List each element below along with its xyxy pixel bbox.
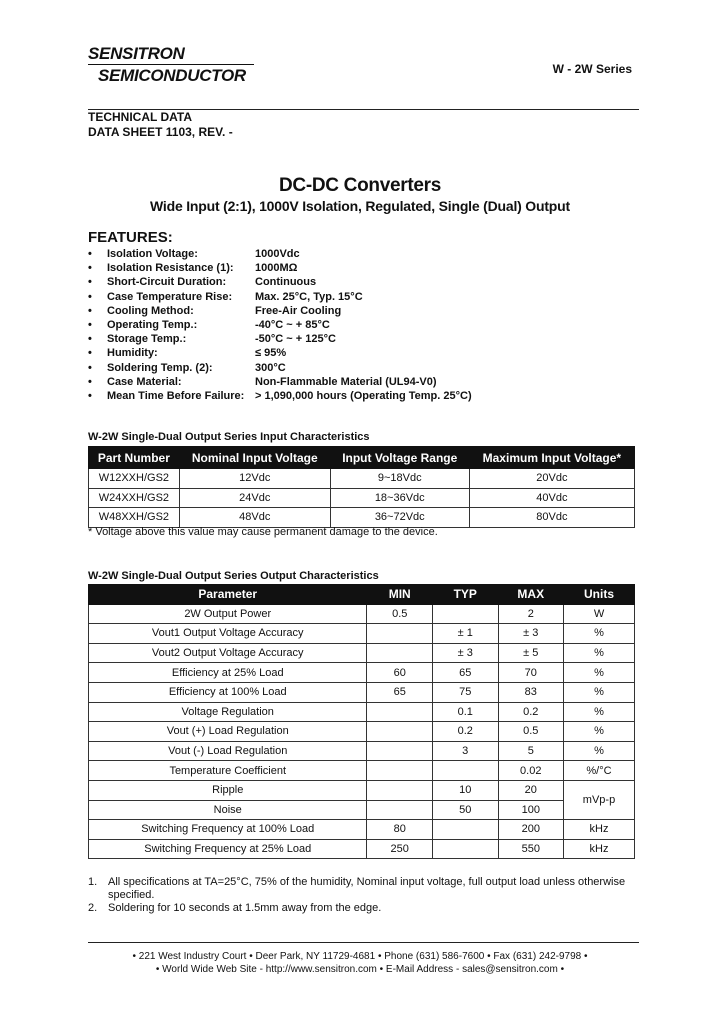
table-cell: 20Vdc bbox=[469, 469, 634, 489]
table-cell: Temperature Coefficient bbox=[89, 761, 367, 781]
table-cell: Vout1 Output Voltage Accuracy bbox=[89, 624, 367, 644]
column-header: MAX bbox=[498, 585, 564, 605]
table-cell: 24Vdc bbox=[179, 488, 330, 508]
table-cell bbox=[367, 761, 433, 781]
table-cell bbox=[432, 839, 498, 859]
table-cell: 80 bbox=[367, 820, 433, 840]
table-cell: % bbox=[564, 663, 635, 683]
bullet: • bbox=[88, 333, 92, 346]
table-cell: 100 bbox=[498, 800, 564, 820]
logo-line-1: SENSITRON bbox=[88, 44, 185, 63]
footer bbox=[0, 950, 720, 976]
table-header-row bbox=[89, 447, 635, 469]
bullet: • bbox=[88, 248, 92, 260]
feature-value: Continuous bbox=[255, 276, 317, 289]
table-cell bbox=[367, 780, 433, 800]
table-cell: Vout (-) Load Regulation bbox=[89, 741, 367, 761]
bullet: • bbox=[88, 262, 92, 275]
feature-label: Case Material: bbox=[107, 375, 182, 388]
note-text: All specifications at TA=25°C, 75% of the humidity, Nominal input voltage, full output load unless otherwise specified. bbox=[108, 876, 626, 901]
table-row bbox=[89, 820, 635, 840]
column-header: Units bbox=[564, 585, 635, 605]
table-cell: 2 bbox=[498, 604, 564, 624]
table-cell bbox=[432, 761, 498, 781]
table-row bbox=[89, 624, 635, 644]
table-cell: 48Vdc bbox=[179, 508, 330, 528]
page-subtitle: Wide Input (2:1), 1000V Isolation, Regulated, Single (Dual) Output bbox=[150, 198, 570, 214]
table-cell: 12Vdc bbox=[179, 469, 330, 489]
table-cell: 10 bbox=[432, 780, 498, 800]
input-characteristics-table bbox=[88, 446, 635, 528]
table-cell: 36~72Vdc bbox=[330, 508, 469, 528]
column-header: TYP bbox=[432, 585, 498, 605]
logo-underline bbox=[88, 64, 254, 65]
table-row bbox=[89, 663, 635, 683]
data-sheet-label: DATA SHEET 1103, REV. - bbox=[88, 125, 233, 139]
table-cell bbox=[367, 722, 433, 742]
table-cell: % bbox=[564, 682, 635, 702]
technical-data-block bbox=[88, 110, 233, 140]
table-row bbox=[89, 702, 635, 722]
output-characteristics-heading: W-2W Single-Dual Output Series Output Characteristics bbox=[88, 570, 379, 582]
table-cell: 70 bbox=[498, 663, 564, 683]
feature-value: 300°C bbox=[255, 361, 286, 374]
table-cell bbox=[432, 820, 498, 840]
table-cell bbox=[432, 604, 498, 624]
feature-value: Max. 25°C, Typ. 15°C bbox=[255, 290, 363, 303]
table-row bbox=[89, 761, 635, 781]
table-cell bbox=[367, 702, 433, 722]
input-characteristics-heading: W-2W Single-Dual Output Series Input Characteristics bbox=[88, 431, 370, 443]
table-cell: 40Vdc bbox=[469, 488, 634, 508]
table-cell: Switching Frequency at 25% Load bbox=[89, 839, 367, 859]
table-cell: 2W Output Power bbox=[89, 604, 367, 624]
feature-label: Mean Time Before Failure: bbox=[107, 389, 245, 402]
column-header: MIN bbox=[367, 585, 433, 605]
table-cell: 0.2 bbox=[432, 722, 498, 742]
table-cell: ± 3 bbox=[498, 624, 564, 644]
table-cell: 5 bbox=[498, 741, 564, 761]
table-cell: 60 bbox=[367, 663, 433, 683]
feature-value: Free-Air Cooling bbox=[255, 304, 342, 317]
table-cell: 50 bbox=[432, 800, 498, 820]
table-row bbox=[89, 604, 635, 624]
note-item bbox=[88, 902, 628, 915]
table-row bbox=[89, 800, 635, 820]
table-row bbox=[89, 469, 635, 489]
table-cell: ± 3 bbox=[432, 643, 498, 663]
table-cell: 550 bbox=[498, 839, 564, 859]
table-cell: 0.5 bbox=[367, 604, 433, 624]
table-header-row bbox=[89, 585, 635, 605]
table-cell: 65 bbox=[432, 663, 498, 683]
feature-value: -50°C ~ + 125°C bbox=[255, 333, 336, 346]
table-cell: % bbox=[564, 624, 635, 644]
table-cell bbox=[367, 624, 433, 644]
table-cell: % bbox=[564, 741, 635, 761]
table-cell: W bbox=[564, 604, 635, 624]
table-cell: 0.02 bbox=[498, 761, 564, 781]
table-cell: W48XXH/GS2 bbox=[89, 508, 180, 528]
table-cell: 20 bbox=[498, 780, 564, 800]
table-cell: 65 bbox=[367, 682, 433, 702]
feature-value: -40°C ~ + 85°C bbox=[255, 318, 330, 331]
table-cell: 3 bbox=[432, 741, 498, 761]
logo-line-2: SEMICONDUCTOR bbox=[98, 66, 246, 85]
table-row bbox=[89, 741, 635, 761]
output-characteristics-table bbox=[88, 584, 635, 859]
table-cell: kHz bbox=[564, 839, 635, 859]
series-label: W - 2W Series bbox=[552, 62, 632, 76]
table-cell: 83 bbox=[498, 682, 564, 702]
table-cell: 0.1 bbox=[432, 702, 498, 722]
note-text: Soldering for 10 seconds at 1.5mm away from the edge. bbox=[108, 902, 382, 914]
feature-value: 1000Vdc bbox=[255, 248, 300, 260]
input-table-footnote: * Voltage above this value may cause permanent damage to the device. bbox=[88, 526, 438, 538]
table-cell: % bbox=[564, 722, 635, 742]
table-cell: W24XXH/GS2 bbox=[89, 488, 180, 508]
feature-label: Operating Temp.: bbox=[107, 318, 198, 331]
table-cell: Efficiency at 25% Load bbox=[89, 663, 367, 683]
table-row bbox=[89, 780, 635, 800]
feature-label: Cooling Method: bbox=[107, 304, 194, 317]
table-row bbox=[89, 682, 635, 702]
technical-data-label: TECHNICAL DATA bbox=[88, 110, 192, 124]
table-cell: % bbox=[564, 643, 635, 663]
table-cell: % bbox=[564, 702, 635, 722]
table-cell: Switching Frequency at 100% Load bbox=[89, 820, 367, 840]
table-row bbox=[89, 839, 635, 859]
footer-divider bbox=[88, 942, 639, 943]
column-header: Maximum Input Voltage* bbox=[469, 447, 634, 469]
table-cell: Vout (+) Load Regulation bbox=[89, 722, 367, 742]
column-header: Parameter bbox=[89, 585, 367, 605]
table-cell: W12XXH/GS2 bbox=[89, 469, 180, 489]
column-header: Input Voltage Range bbox=[330, 447, 469, 469]
bullet: • bbox=[88, 361, 92, 374]
table-cell: kHz bbox=[564, 820, 635, 840]
bullet: • bbox=[88, 375, 92, 388]
table-cell: Vout2 Output Voltage Accuracy bbox=[89, 643, 367, 663]
table-cell bbox=[367, 741, 433, 761]
note-item bbox=[88, 876, 628, 902]
footer-web-email: • World Wide Web Site - http://www.sensitron.com • E-Mail Address - sales@sensitron.com • bbox=[155, 964, 565, 975]
feature-label: Short-Circuit Duration: bbox=[107, 276, 227, 289]
page-title: DC-DC Converters bbox=[278, 175, 441, 196]
footer-address: • 221 West Industry Court • Deer Park, NY 11729-4681 • Phone (631) 586-7600 • Fax (631) 242-9798 • bbox=[132, 951, 588, 962]
table-cell: Voltage Regulation bbox=[89, 702, 367, 722]
feature-label: Case Temperature Rise: bbox=[107, 290, 233, 303]
table-cell: 0.2 bbox=[498, 702, 564, 722]
table-cell: 80Vdc bbox=[469, 508, 634, 528]
table-cell: 0.5 bbox=[498, 722, 564, 742]
table-cell: ± 5 bbox=[498, 643, 564, 663]
table-cell: Ripple bbox=[89, 780, 367, 800]
features-heading: FEATURES: bbox=[88, 229, 173, 246]
bullet: • bbox=[88, 347, 92, 360]
table-cell: 9~18Vdc bbox=[330, 469, 469, 489]
feature-value: ≤ 95% bbox=[255, 347, 287, 360]
notes-list bbox=[88, 876, 628, 915]
bullet: • bbox=[88, 290, 92, 303]
table-row bbox=[89, 508, 635, 528]
table-row bbox=[89, 643, 635, 663]
table-cell: 250 bbox=[367, 839, 433, 859]
table-cell: 200 bbox=[498, 820, 564, 840]
table-cell: %/°C bbox=[564, 761, 635, 781]
feature-label: Humidity: bbox=[107, 347, 158, 360]
column-header: Nominal Input Voltage bbox=[179, 447, 330, 469]
table-row bbox=[89, 488, 635, 508]
table-cell: Efficiency at 100% Load bbox=[89, 682, 367, 702]
table-cell: mVp-p bbox=[564, 780, 635, 819]
feature-label: Isolation Resistance (1): bbox=[107, 262, 234, 275]
bullet: • bbox=[88, 318, 92, 331]
feature-label: Soldering Temp. (2): bbox=[107, 361, 213, 374]
table-row bbox=[89, 722, 635, 742]
table-cell: ± 1 bbox=[432, 624, 498, 644]
bullet: • bbox=[88, 389, 92, 402]
column-header: Part Number bbox=[89, 447, 180, 469]
feature-label: Storage Temp.: bbox=[107, 333, 187, 346]
note-number: 1. bbox=[88, 876, 98, 888]
bullet: • bbox=[88, 304, 92, 317]
feature-value: > 1,090,000 hours (Operating Temp. 25°C) bbox=[255, 389, 472, 402]
feature-value: Non-Flammable Material (UL94-V0) bbox=[255, 375, 437, 388]
table-cell bbox=[367, 800, 433, 820]
table-cell: 18~36Vdc bbox=[330, 488, 469, 508]
table-cell: 75 bbox=[432, 682, 498, 702]
table-cell bbox=[367, 643, 433, 663]
feature-value: 1000MΩ bbox=[255, 262, 298, 275]
table-cell: Noise bbox=[89, 800, 367, 820]
bullet: • bbox=[88, 276, 92, 289]
feature-label: Isolation Voltage: bbox=[107, 248, 198, 260]
company-logo bbox=[88, 44, 258, 86]
note-number: 2. bbox=[88, 902, 98, 914]
